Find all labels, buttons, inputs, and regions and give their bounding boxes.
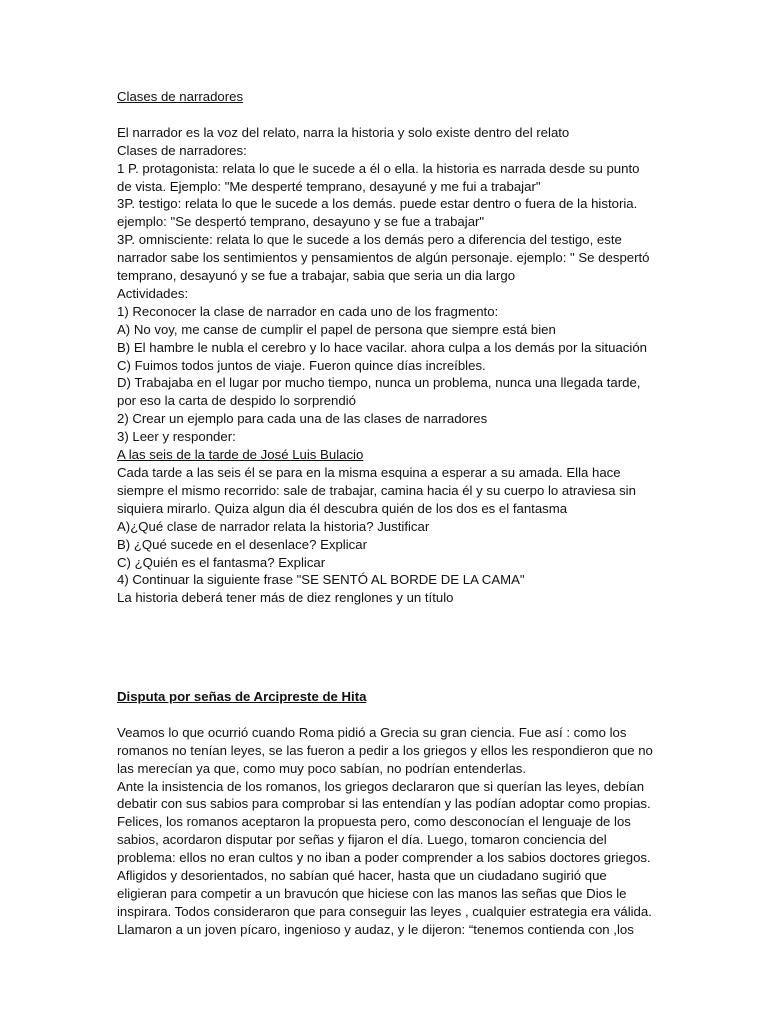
text-line: temprano, desayunó y se fue a trabajar, sabia que seria un dia largo bbox=[117, 268, 516, 284]
text-line: La historia deberá tener más de diez renglones y un título bbox=[117, 590, 454, 606]
text-line: 4) Continuar la siguiente frase "SE SENTÓ AL BORDE DE LA CAMA" bbox=[117, 572, 525, 588]
text-line: Clases de narradores: bbox=[117, 142, 247, 158]
text-line: Cada tarde a las seis él se para en la misma esquina a esperar a su amada. Ella hace bbox=[117, 465, 621, 481]
text-line: 1) Reconocer la clase de narrador en cada uno de los fragmento: bbox=[117, 303, 499, 319]
text-line: Ante la insistencia de los romanos, los griegos declararon que si querían las leyes, debían bbox=[117, 778, 645, 794]
text-line: 1 P. protagonista: relata lo que le sucede a él o ella. la historia es narrada desde su punto bbox=[117, 160, 640, 176]
text-line: Llamaron a un joven pícaro, ingenioso y audaz, y le dijeron: “tenemos contienda con ,los bbox=[117, 921, 634, 937]
text-line: 2) Crear un ejemplo para cada una de las clases de narradores bbox=[117, 411, 488, 427]
text-line: Actividades: bbox=[117, 285, 189, 301]
section-title: Clases de narradores bbox=[117, 89, 244, 104]
text-line: B) El hambre le nubla el cerebro y lo hace vacilar. ahora culpa a los demás por la situación bbox=[117, 339, 647, 355]
text-line: 3) Leer y responder: bbox=[117, 429, 236, 445]
text-line: de vista. Ejemplo: "Me desperté temprano, desayuné y me fui a trabajar" bbox=[117, 178, 541, 194]
disputa-section bbox=[117, 688, 657, 939]
text-line: B) ¿Qué sucede en el desenlace? Explicar bbox=[117, 536, 367, 552]
text-line: A)¿Qué clase de narrador relata la historia? Justificar bbox=[117, 518, 430, 534]
text-line: D) Trabajaba en el lugar por mucho tiempo, nunca un problema, nunca una llegada tarde, bbox=[117, 375, 641, 391]
narrators-section bbox=[117, 88, 657, 607]
text-line: C) Fuimos todos juntos de viaje. Fueron quince días increíbles. bbox=[117, 357, 486, 373]
section-title: Disputa por señas de Arcipreste de Hita bbox=[117, 689, 367, 704]
text-line: C) ¿Quién es el fantasma? Explicar bbox=[117, 554, 326, 570]
text-line: Afligidos y desorientados, no sabían qué hacer, hasta que un ciudadano sugirió que bbox=[117, 868, 607, 884]
text-line: narrador sabe los sentimientos y pensamientos de algún personaje. ejemplo: " Se despertó bbox=[117, 250, 650, 266]
text-line: las merecían ya que, como muy poco sabían, no podrían entenderlas. bbox=[117, 760, 527, 776]
text-line: 3P. testigo: relata lo que le sucede a los demás. puede estar dentro o fuera de la historia. bbox=[117, 196, 638, 212]
text-line: siquiera mirarlo. Quiza algun dia él descubra quién de los dos es el fantasma bbox=[117, 500, 568, 516]
text-line: siempre el mismo recorrido: sale de trabajar, camina hacia él y su cuerpo lo atraviesa sin bbox=[117, 482, 636, 498]
text-line: eligieran para competir a un bravucón que hiciese con las manos las señas que Dios le bbox=[117, 885, 627, 901]
text-line: inspirara. Todos consideraron que para conseguir las leyes , cualquier estrategia era válida. bbox=[117, 903, 652, 919]
text-line: ejemplo: "Se despertó temprano, desayuno y se fue a trabajar" bbox=[117, 214, 485, 230]
text-line: por eso la carta de despido lo sorprendió bbox=[117, 393, 356, 409]
text-line: 3P. omnisciente: relata lo que le sucede a los demás pero a diferencia del testigo, este bbox=[117, 232, 622, 248]
text-line: romanos no tenían leyes, se las fueron a pedir a los griegos y ellos les respondieron que no bbox=[117, 742, 653, 758]
text-line: Veamos lo que ocurrió cuando Roma pidió a Grecia su gran ciencia. Fue así : como los bbox=[117, 724, 627, 740]
text-line: problema: ellos no eran cultos y no iban a poder comprender a los sabios doctores griegos. bbox=[117, 850, 651, 866]
text-line: Felices, los romanos aceptaron la propuesta pero, como desconocían el lenguaje de los bbox=[117, 814, 631, 830]
text-line: debatir con sus sabios para comprobar si las entendían y las podían adoptar como propias. bbox=[117, 796, 651, 812]
story-title: A las seis de la tarde de José Luis Bulacio bbox=[117, 447, 364, 463]
text-line: El narrador es la voz del relato, narra la historia y solo existe dentro del relato bbox=[117, 124, 570, 140]
text-line: sabios, acordaron disputar por señas y fijaron el día. Luego, tomaron conciencia del bbox=[117, 832, 607, 848]
text-line: A) No voy, me canse de cumplir el papel de persona que siempre está bien bbox=[117, 321, 556, 337]
